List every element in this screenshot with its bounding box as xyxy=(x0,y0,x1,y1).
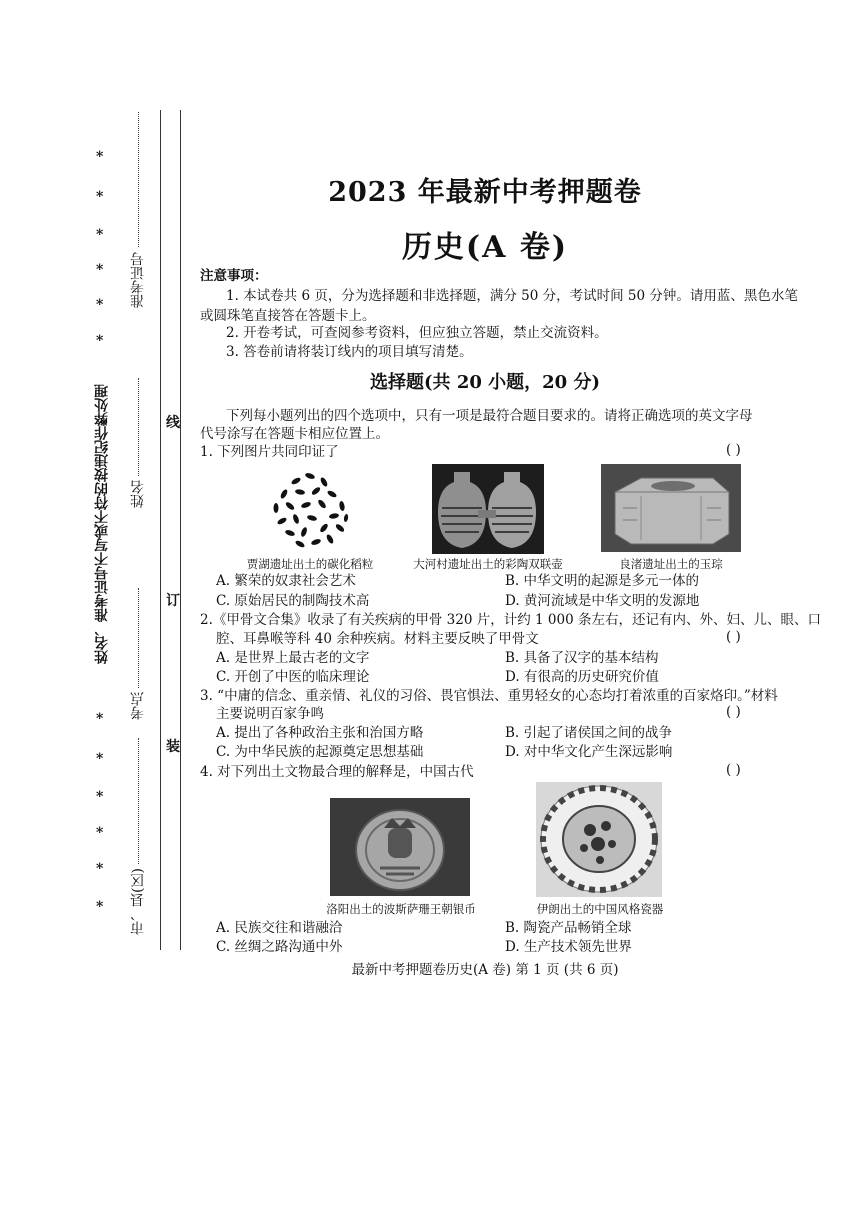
binding-star: * xyxy=(96,825,104,841)
section-instructions: 代号涂写在答题卡相应位置上。 xyxy=(200,426,389,442)
mount-mark: 装 xyxy=(166,739,180,755)
binding-star: * xyxy=(96,262,104,278)
note-item: 2. 开卷考试，可查阅参考资料，但应独立答题，禁止交流资料。 xyxy=(226,325,608,341)
name-label: 姓名 xyxy=(130,480,146,508)
binding-star: * xyxy=(96,711,104,727)
answer-paren: ( ) xyxy=(726,629,741,645)
option-d: D. 黄河流域是中华文明的发源地 xyxy=(505,593,700,609)
notes-heading: 注意事项： xyxy=(200,268,268,284)
image-caption: 贾湖遗址出土的碳化稻粒 xyxy=(246,557,374,571)
bind-mark: 订 xyxy=(166,593,180,609)
option-b: B. 中华文明的起源是多元一体的 xyxy=(505,573,700,589)
exam-id-label: 准考证号 xyxy=(130,252,146,308)
image-caption: 大河村遗址出土的彩陶双联壶 xyxy=(413,557,563,571)
question-stem: 4. 对下列出土文物最合理的解释是，中国古代 xyxy=(200,764,474,780)
answer-paren: ( ) xyxy=(726,704,741,720)
binding-star: * xyxy=(96,789,104,805)
option-d: D. 有很高的历史研究价值 xyxy=(505,669,659,685)
line-mark: 线 xyxy=(166,415,180,431)
image-caption: 伊朗出土的中国风格瓷器 xyxy=(536,902,664,916)
porcelain-plate-image xyxy=(536,782,662,897)
exam-title: 2023 年最新中考押题卷 xyxy=(328,177,642,208)
option-c: C. 开创了中医的临床理论 xyxy=(216,669,370,685)
option-a: A. 民族交往和谐融洽 xyxy=(216,920,343,936)
option-c: C. 原始居民的制陶技术高 xyxy=(216,593,370,609)
question-stem: 2.《甲骨文合集》收录了有关疾病的甲骨 320 片，计约 1 000 条左右，还记有内、外、妇、儿、眼、口 xyxy=(200,612,821,628)
option-b: B. 具备了汉字的基本结构 xyxy=(505,650,659,666)
exam-id-blank xyxy=(138,112,139,247)
question-stem: 腔、耳鼻喉等科 40 余种疾病。材料主要反映了甲骨文 xyxy=(216,631,539,647)
section-title: 选择题(共 20 小题，20 分) xyxy=(370,372,600,393)
option-c: C. 为中华民族的起源奠定思想基础 xyxy=(216,744,424,760)
page-footer: 最新中考押题卷历史(A 卷) 第 1 页 (共 6 页) xyxy=(351,962,619,978)
option-a: A. 提出了各种政治主张和治国方略 xyxy=(216,725,424,741)
rice-grains-image xyxy=(266,466,354,552)
silver-coin-image xyxy=(330,798,470,896)
image-caption: 洛阳出土的波斯萨珊王朝银币 xyxy=(326,902,476,916)
binding-star: * xyxy=(96,149,104,165)
binding-star: * xyxy=(96,751,104,767)
binding-star: * xyxy=(96,189,104,205)
option-b: B. 陶瓷产品畅销全球 xyxy=(505,920,632,936)
jade-cong-image xyxy=(601,464,741,552)
binding-warning: 姓名、准考证号不写或不符的按违纪作弊处理 xyxy=(94,384,110,664)
note-item: 3. 答卷前请将装订线内的项目填写清楚。 xyxy=(226,344,473,360)
binding-line xyxy=(160,110,161,950)
question-stem: 主要说明百家争鸣 xyxy=(216,706,324,722)
note-item: 1. 本试卷共 6 页，分为选择题和非选择题，满分 50 分，考试时间 50 分钟。请用蓝、黑色水笔 xyxy=(226,288,798,304)
question-stem: 3. “中庸的信念、重亲情、礼仪的习俗、畏官惧法、重男轻女的心态均打着浓重的百家烙印。”材料 xyxy=(200,688,778,704)
note-item: 或圆珠笔直接答在答题卡上。 xyxy=(200,308,376,324)
option-a: A. 繁荣的奴隶社会艺术 xyxy=(216,573,356,589)
city-label: 市、县(区) xyxy=(130,868,146,935)
binding-star: * xyxy=(96,333,104,349)
binding-star: * xyxy=(96,899,104,915)
option-a: A. 是世界上最古老的文字 xyxy=(216,650,370,666)
image-caption: 良渚遗址出土的玉琮 xyxy=(619,557,723,571)
answer-paren: ( ) xyxy=(726,762,741,778)
binding-star: * xyxy=(96,297,104,313)
option-c: C. 丝绸之路沟通中外 xyxy=(216,939,343,955)
city-blank xyxy=(138,738,139,864)
binding-star: * xyxy=(96,227,104,243)
cut-line xyxy=(180,110,181,950)
option-b: B. 引起了诸侯国之间的战争 xyxy=(505,725,673,741)
venue-label: 考点 xyxy=(130,692,146,720)
answer-paren: ( ) xyxy=(726,442,741,458)
question-stem: 1. 下列图片共同印证了 xyxy=(200,444,339,460)
binding-star: * xyxy=(96,861,104,877)
name-blank xyxy=(138,378,139,476)
twin-pottery-image xyxy=(432,464,544,554)
venue-blank xyxy=(138,588,139,688)
section-instructions: 下列每小题列出的四个选项中，只有一项是最符合题目要求的。请将正确选项的英文字母 xyxy=(226,408,753,424)
exam-subtitle: 历史(A 卷) xyxy=(401,230,569,265)
option-d: D. 对中华文化产生深远影响 xyxy=(505,744,673,760)
option-d: D. 生产技术领先世界 xyxy=(505,939,632,955)
